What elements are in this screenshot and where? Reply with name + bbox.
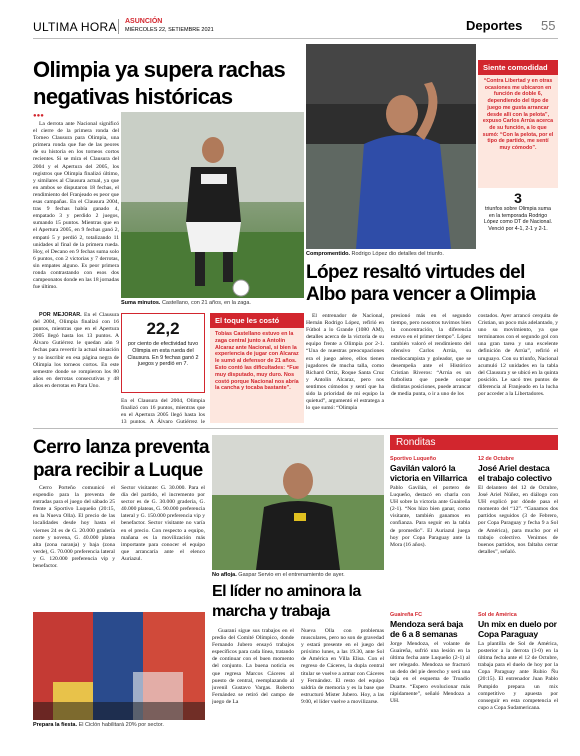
story3-column-2: Sector visitante: G. 30.000. Para el día del partido, el incremento por sector es de G. 30.000 gradería, G. 40.000 plateas, G. 90.000 preferencia lateral y G. 150.000 preferencia vip y benefactor. Sector visitante no varía en el precio. Con respecto a equipo, mañana es la movilización más importante para conocer el equipo que arrancaría ante el elenco Auriazul. — [121, 485, 205, 562]
rondita-title: Un mix en duelo por Copa Paraguay — [478, 619, 557, 639]
city-label: ASUNCIÓN — [125, 18, 163, 25]
story1-column-1: La derrota ante Nacional significó el cierre de la primera ronda del Torneo Clausura para Olimpia, una primera ronda que fue de las peores de su historia en los torneos cortos recientes. Si se mira el Clausura del 2004 y el Apertura del 2005, los registros que Olimpia finalizó último, y similares al Clausura actual, ya que en ambos se disputaron 18 fechas, el rendimiento del Franjeado es peor que esas campañas. En el Clausura 2004, tras 9 fechas había ganado 4, empatado 3 y perdido 2 juegos, sumando 15 puntos. Mientras que en el Apertura 2005, en 9 fechas ganó 2, empató 5 y perdió 2, totalizando 11 unidades al final de la primera rueda. Hoy, el Decano en 9 fechas suma solo 6 puntos, con 2 victorias y 7 derrotas, sin empates alguno. Es peor primera ronda contrastando con esos dos campeonatos donde en las 18 jornadas fue último. — [33, 121, 119, 291]
rondita-title: José Ariel destaca el trabajo colectivo — [478, 463, 552, 483]
story1-column-1b: POR MEJORAR. En el Clausura del 2004, Olimpia finalizó con 16 puntos, mientras que en el Apertura 2005 llegó hasta los 13 puntos. A Álvaro Gutiérrez le quedan aún 9 fechas para revertir la actual situación y no inscribir en esa página negra de Olimpia los torneos cortos. En este semestre donde se rompieron los 80 años en derrotas consecutivas y 48 años en derrotas en Para Uno. — [33, 312, 119, 389]
story4-photo-caption: No afloja. Gaspar Servio en el entrenamiento de ayer. — [212, 572, 345, 578]
section-label: ULTIMA HORA — [33, 20, 117, 34]
rondita-tag: 12 de Octubre — [478, 456, 514, 462]
sidebar-stat-number: 3 — [514, 190, 522, 206]
ronditas-banner — [390, 435, 558, 450]
rondita-tag: Guaireña FC — [390, 612, 423, 618]
sidebar-box — [478, 60, 558, 188]
rondita-text: El delantero del 12 de Octubre, José Ariel Núñez, en diálogo con UH explicó por dónde pasa el momento del “12”. “Ganamos dos partidos seguidos (3 de Febrero, por Copa Paraguay y fecha 9 a Sol de América), para mucho por el trabajo colectivo. Venimos de buenos partidos, nos faltaba cerrar detalles”, señaló. — [478, 485, 558, 555]
rondita-tag: Sol de América — [478, 612, 517, 618]
header-rule — [33, 38, 558, 39]
story2-column-1: El entrenador de Nacional, Hernán Rodrigo López, refirió en Fútbol a lo Grande (1080 AM), detalles acerca de la victoria de su equipo frente a Olimpia por 2-1. “Una de nuestras preocupaciones era el juego aéreo, ellos tienen jugadores de mucha talla, como Richard Ortiz, Roque Santa Cruz y Antolín Alcaraz, pero nos sentimos cómodos y sentí que ha sido la prioridad de mi equipo la quietud”, argumentó el estratega a lo que sumó: “Olimpia — [306, 313, 384, 412]
story4-photo — [212, 435, 384, 570]
story2-headline: López resaltó virtudes del Albo para vencer a Olimpia — [306, 262, 536, 305]
story1-stat-number: 22,2 — [146, 319, 180, 338]
goalkeeper-illustration — [212, 435, 384, 570]
story3-photo — [33, 612, 205, 720]
category-label: Deportes — [466, 18, 523, 33]
coach-illustration — [306, 44, 476, 249]
story1-stat-text: por ciento de efectividad tuvo Olimpia en esta rueda del Clausura. En 9 fechas ganó 2 juegos y perdió en 7. — [127, 341, 199, 368]
story1-photo — [121, 112, 304, 298]
story2-column-2: presionó más en el segundo tiempo, pero nosotros tuvimos bien la concentración, la diferencia estuvo en el primer tiempo”. López también valoró el rendimiento del ofensivo Carlos Arrúa, su mediocampista y goleador, que se desempeña ante el Histórico Cristian Riveros: “Arrúa es un futbolista que puede ocupar distintas posiciones, puede arrancar de media punta, o ir a uno de los — [391, 313, 471, 398]
story1-subhead: POR MEJORAR. — [39, 312, 82, 318]
story4-headline: El líder no aminora la marcha y trabaja — [212, 583, 361, 620]
rondita-item — [478, 612, 558, 737]
sidebar-title: Siente comodidad — [478, 60, 558, 75]
story1-dots: ●●● — [33, 113, 44, 119]
story4-column-2: Nueva Olla con problemas musculares, pero no son de gravedad y estará presente en el juego del próximo lunes, a las 19.30, ante Sol de América en Villa Elisa. Con el regreso de Cáceres, la dupla central titular se vuelve a armar con Cáceres y Fernández. El resto del equipo saldría de memoria y es la base que estructuró Mister Jubero. Hoy, a las 9:00, el líder vuelve a movilizarse. — [301, 628, 384, 705]
story1-note-text: Tobías Castellano estuvo en la zaga central junto a Antolín Alcaraz ante Nacional, si bien la experiencia de jugar con Alcaraz le sumó al defensor de 21 años. Esto contó las dificultades: “Fue muy disputado, muy duro. Nos costó porque Nacional nos abría la cancha y tocaba bastante”. — [215, 331, 299, 392]
sidebar-stat-box — [478, 190, 558, 260]
story1-column-2: En el Clausura del 2004, Olimpia finalizó con 16 puntos, mientras que en el Apertura 2005 llegó hasta los 13 puntos. A Álvaro Gutiérrez le — [121, 398, 205, 424]
section-divider — [33, 428, 558, 429]
rondita-item — [390, 612, 470, 737]
story4-column-1: Guaraní sigue sus trabajos en el predio del Comité Olímpico, donde Fernando Jubero ensayó trabajos específicos para cada línea, tratando de continuar con el buen momento del conjunto. La buena noticia es que regresa Marcos Cáceres al puesto de central, reemplazando al juvenil Gustavo Vargas. Roberto Fernández se retiró del campo de juego de La — [212, 628, 294, 705]
rondita-item — [478, 456, 558, 591]
rondita-text: Pablo Gavilán, el portero de Luqueño, destacó en charla con UH sobre la victoria ante Guaireña (2-1). “Nos hizo bien ganar, como visitante, también ganamos en confianza. Para seguir en la tabla de promedio”. El Auriazul juega hoy por Copa Paraguay ante la Mora (16 años). — [390, 485, 470, 548]
story2-photo-caption: Compromentido. Rodrigo López dio detalles del triunfo. — [306, 251, 444, 257]
story1-note-box — [210, 313, 304, 423]
story1-note-title: El toque les costó — [210, 313, 304, 328]
story2-photo — [306, 44, 476, 249]
sidebar-quote: “Contra Libertad y en otras ocasiones me ubicaron en función de doble 6, dependiendo del tipo de juego me gusta arrancar desde allí con la pelota”, expuso Carlos Arrúa acerca de su función, a lo que sumó: “Con la pelota, por el tipo de partido, me sentí muy cómodo”. — [482, 78, 554, 152]
sidebar-stat-text: triunfos sobre Olimpia suma en la temporada Rodrigo López como DT de Nacional. Venció por 4-1, 2-1 y 2-1. — [483, 206, 553, 233]
rondita-text: Jorge Mendoza, el volante de Guaireña, sufrió una lesión en la última fecha ante Luqueño (2-1) al ser relegado. Mendoza se fracturó un dedo del pie derecho y será una baja en el esquema de Troadio Duarte. “Espero evolucionar más rápidamente”, señaló Mendoza a UH. — [390, 641, 470, 704]
page-header — [0, 0, 580, 38]
page-number: 55 — [541, 18, 556, 33]
date-label: MIÉRCOLES 22, SETIEMBRE 2021 — [125, 27, 214, 33]
story1-headline: Olimpia ya supera rachas negativas históricas — [33, 57, 286, 109]
soccer-player-illustration — [121, 112, 304, 298]
rondita-text: La plantilla de Sol de América, posterior a la derrota (1-0) en la última fecha ante el 12 de Octubre, trabaja para el duelo de hoy por la Copa Paraguay ante Rubio Ñu (20:15). El entrenador Juan Pablo Pumpido prepara un mix competitivo y apuesta por conseguir en esta competencia el cupo a Copa Sudamericana. — [478, 641, 558, 711]
story2-column-3: costados. Ayer arrancó cerquita de Cristian, un poco más adelantado, y uno su movimiento, ya que terminamos con el segundo gol con una gran tarea y una excelente definición de Arrúa”, refirió el uruguayo. Con su triunfo, Nacional acumuló 12 unidades en la tabla del Clausura y se ubicó en la quinta posición. Le sacó tres puntos de diferencia al Franjeado en la lucha por acceder a la Libertadores. — [478, 313, 558, 398]
ronditas-title: Ronditas — [396, 437, 436, 448]
story3-column-1: Cerro Porteño comunicó el expendio para la preventa de entradas para el juego del sábado 25 frente a Sportivo Luqueño (20:15, en la Nueva Olla). El precio de las localidades desde hoy hasta el viernes 24 es de G. 20.000 gradería norte y novena, G. 40.000 platea alta (zona naranja) y baja (zona verde), G. 70.000 preferencia lateral y G. 120.000 preferencia vip y benefactor. — [33, 485, 115, 570]
story3-photo-caption: Prepara la fiesta. El Ciclón habilitará 20% por sector. — [33, 722, 164, 728]
story1-stat-box — [121, 313, 205, 393]
story3-headline: Cerro lanza preventa para recibir a Luque — [33, 437, 209, 481]
stadium-crowd-illustration — [33, 612, 205, 720]
rondita-tag: Sportivo Luqueño — [390, 456, 437, 462]
story1-photo-caption: Suma minutos. Castellano, con 21 años, en la zaga. — [121, 300, 251, 306]
rondita-title: Mendoza será baja de 6 a 8 semanas — [390, 619, 464, 639]
header-divider — [118, 19, 119, 34]
rondita-item — [390, 456, 470, 591]
rondita-title: Gavilán valoró la victoria en Villarrica — [390, 463, 468, 483]
